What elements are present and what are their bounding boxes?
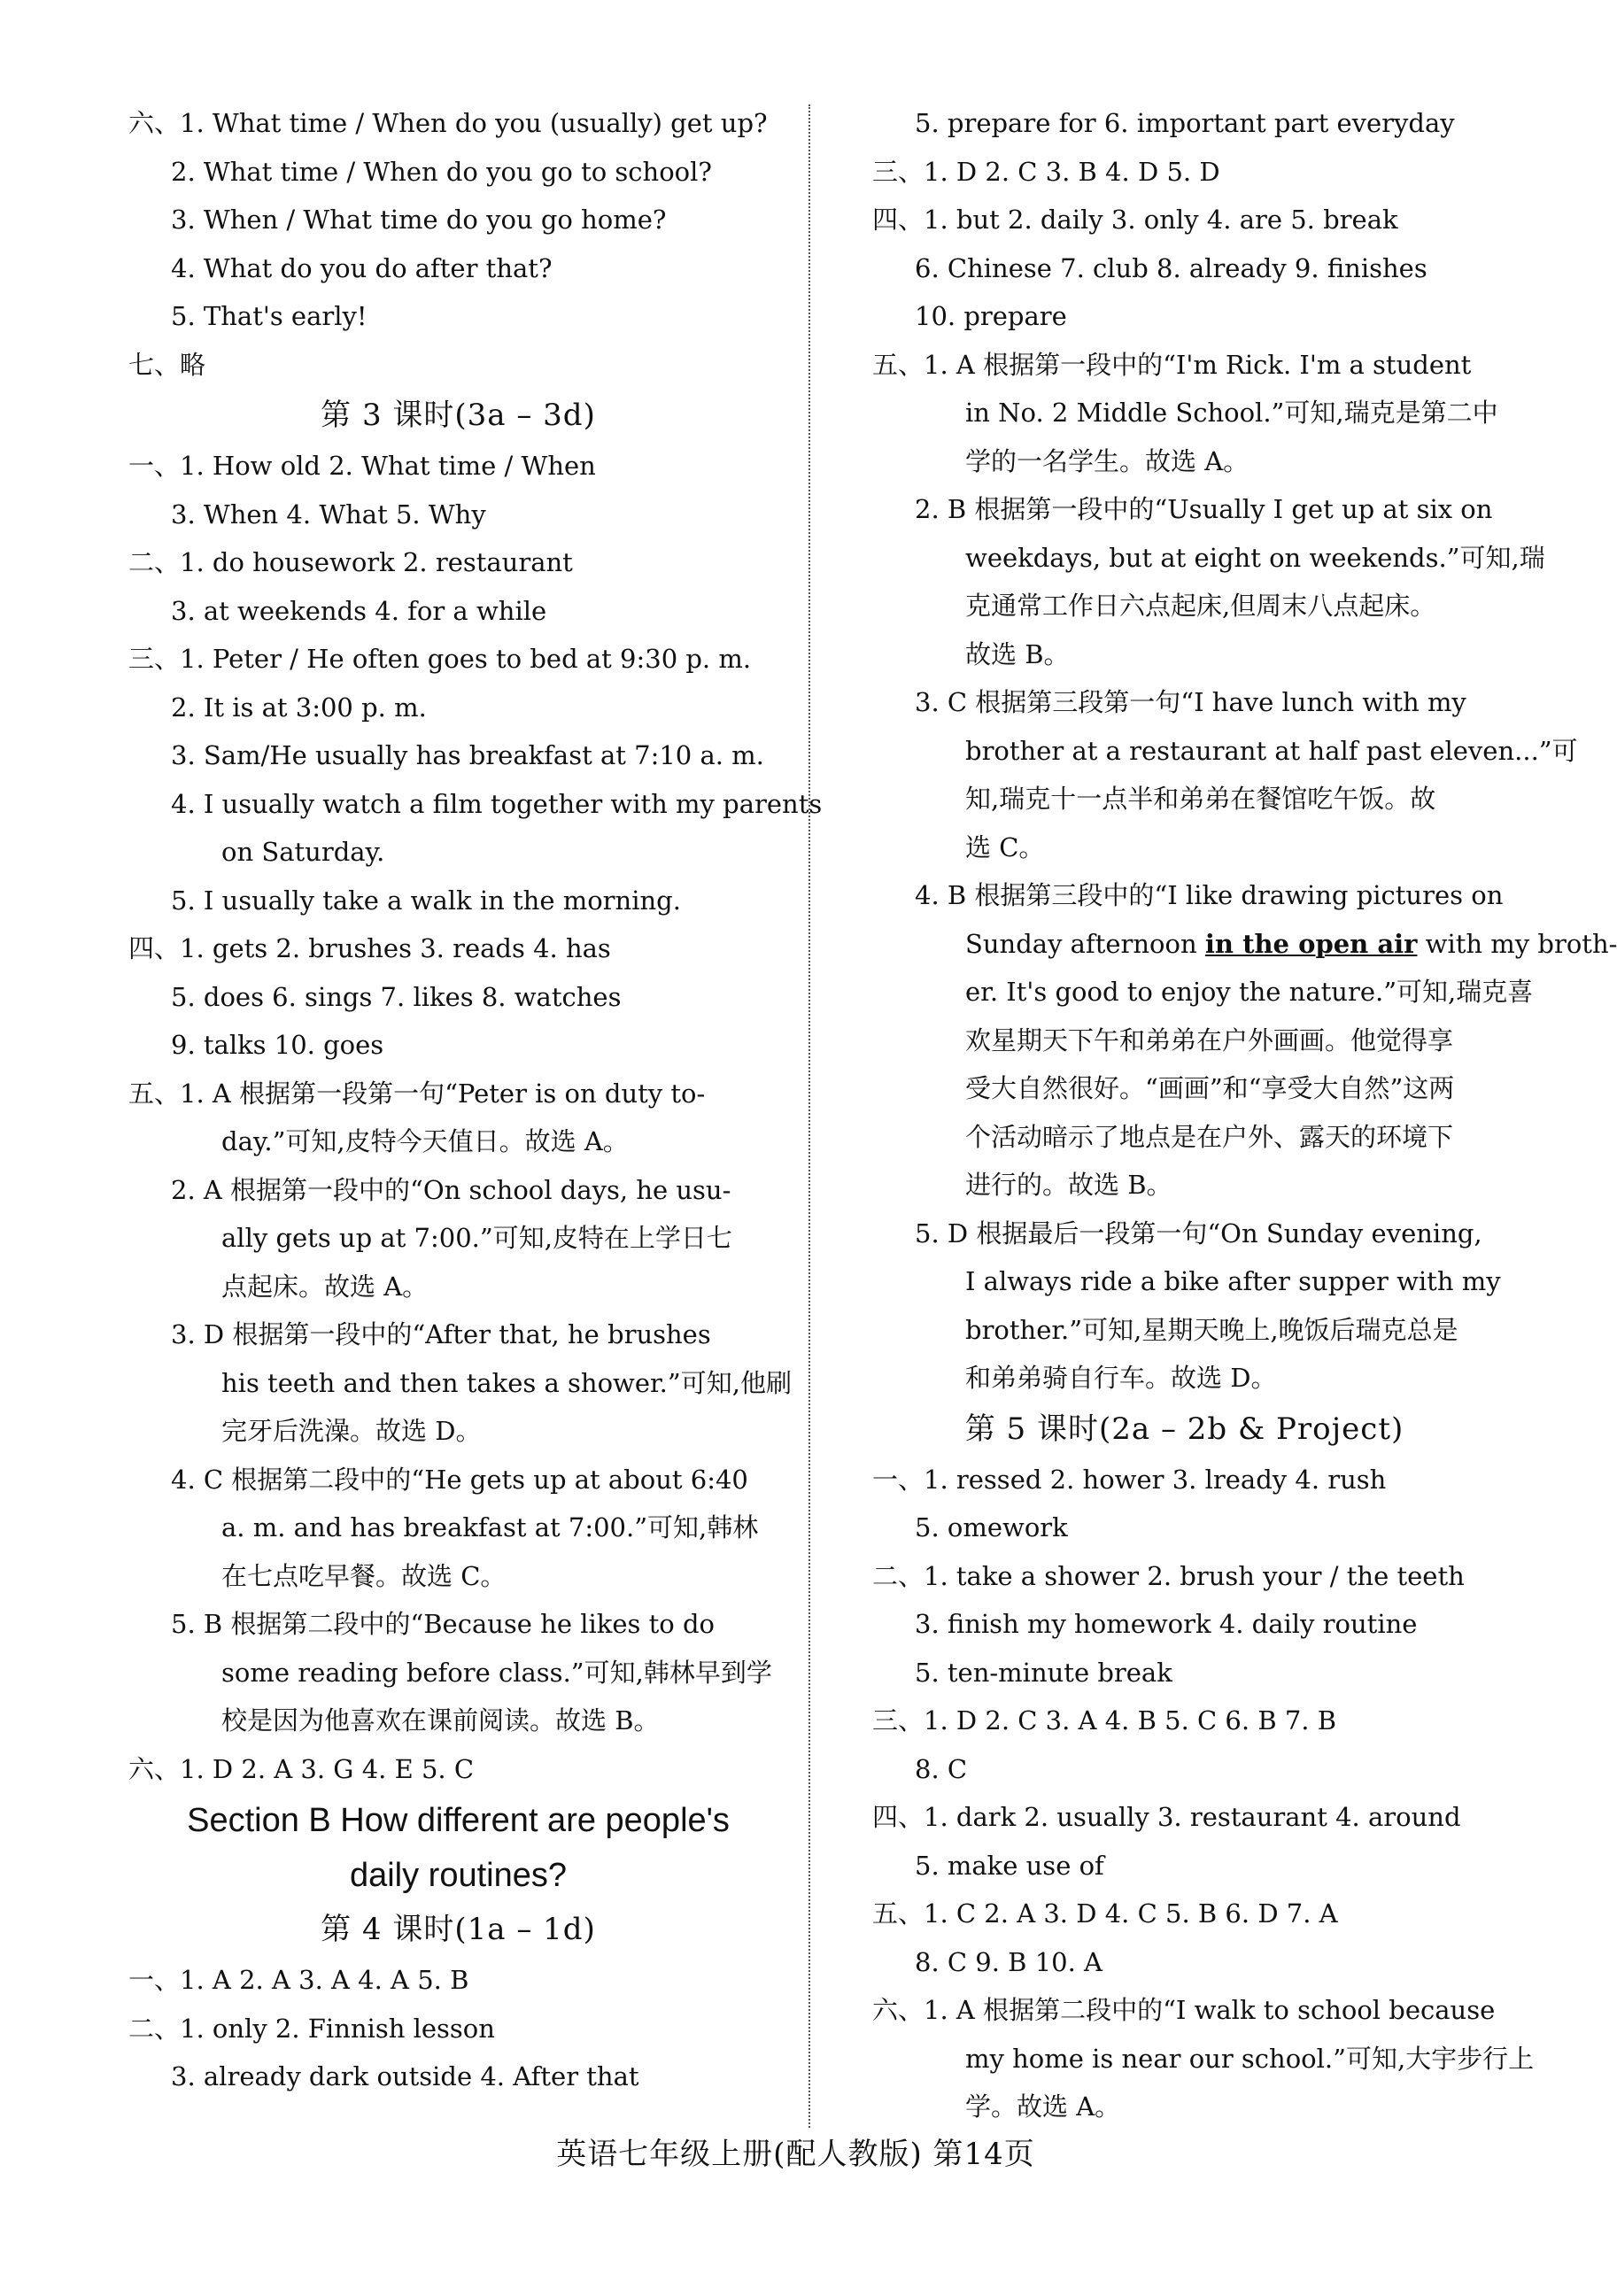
answer-text: 1. but 2. daily 3. only 4. are 5. break	[924, 205, 1398, 235]
answer-group-line	[128, 924, 788, 973]
answer-text: 1. Peter / He often goes to bed at 9:30 p. m.	[180, 644, 752, 674]
group-number-label: 四、	[872, 205, 925, 235]
answer-text: 1. D 2. C 3. A 4. B 5. C 6. B 7. B	[924, 1705, 1337, 1736]
answer-line: 3. When / What time do you go home?	[171, 205, 667, 235]
explanation-line: 知,瑞克十一点半和弟弟在餐馆吃午饭。故	[965, 784, 1436, 814]
explanation-line: his teeth and then takes a shower.”可知,他刷	[221, 1367, 792, 1398]
group-number-label: 一、	[872, 1464, 925, 1495]
answer-group-line	[128, 1745, 788, 1794]
answer-group-line	[872, 1456, 1497, 1504]
answer-text: 1. D 2. C 3. B 4. D 5. D	[924, 156, 1220, 187]
answer-line: 3. C 根据第三段第一句“I have lunch with my	[915, 687, 1466, 717]
explanation-line: ally gets up at 7:00.”可知,皮特在上学日七	[221, 1223, 732, 1253]
answer-group-line	[872, 1890, 1497, 1938]
explanation-text: Sunday afternoon	[965, 928, 1205, 959]
explanation-line: day.”可知,皮特今天值日。故选 A。	[221, 1126, 629, 1156]
answer-text: 1. take a shower 2. brush your / the teeth	[924, 1560, 1465, 1591]
explanation-line: 学的一名学生。故选 A。	[965, 445, 1250, 476]
answer-text: 1. A 2. A 3. A 4. A 5. B	[180, 1965, 469, 1995]
right-column	[872, 99, 1617, 2131]
answer-line: 2. It is at 3:00 p. m.	[171, 692, 427, 723]
group-number-label: 六、	[872, 1995, 925, 2025]
explanation-line: 个活动暗示了地点是在户外、露天的环境下	[965, 1121, 1454, 1152]
group-number-label: 四、	[872, 1802, 925, 1832]
answer-line: 5. D 根据最后一段第一句“On Sunday evening,	[915, 1218, 1482, 1248]
section-title: Section B How different are people's	[187, 1802, 730, 1839]
group-number-label: 四、	[128, 933, 181, 963]
explanation-line: 克通常工作日六点起床,但周末八点起床。	[965, 591, 1436, 621]
emphasized-phrase: in the open air	[1204, 928, 1418, 959]
answer-group-line	[872, 1552, 1497, 1601]
answer-line: 3. Sam/He usually has breakfast at 7:10 a. m.	[171, 740, 764, 770]
group-number-label: 三、	[872, 156, 925, 187]
answer-group-line	[872, 1697, 1497, 1745]
answer-line: 2. What time / When do you go to school?	[171, 156, 712, 187]
explanation-line: 进行的。故选 B。	[965, 1170, 1172, 1200]
answer-group-line	[128, 99, 788, 148]
answer-group-line	[128, 2005, 788, 2053]
answer-group-line	[872, 1793, 1497, 1842]
column-divider	[808, 104, 810, 2128]
explanation-line: in No. 2 Middle School.”可知,瑞克是第二中	[965, 398, 1498, 428]
explanation-line	[872, 920, 1617, 969]
answer-text: 1. A 根据第一段第一句“Peter is on duty to-	[180, 1078, 706, 1109]
group-number-label: 三、	[128, 644, 181, 674]
answer-text: 1. What time / When do you (usually) get up?	[180, 108, 768, 138]
group-number-label: 二、	[128, 2013, 181, 2044]
group-number-label: 六、	[128, 1753, 181, 1784]
explanation-line: I always ride a bike after supper with my	[965, 1266, 1501, 1296]
explanation-line: 选 C。	[965, 831, 1045, 862]
page-footer: 英语七年级上册(配人教版) 第14页	[556, 2137, 1035, 2172]
group-number-label: 五、	[128, 1078, 181, 1109]
answer-group-line	[128, 538, 788, 587]
answer-text: 1. ressed 2. hower 3. lready 4. rush	[924, 1464, 1387, 1495]
answer-group-line	[128, 1070, 788, 1118]
explanation-line: 在七点吃早餐。故选 C。	[221, 1560, 507, 1591]
answer-line: 2. A 根据第一段中的“On school days, he usu-	[171, 1174, 731, 1205]
answer-text: 1. dark 2. usually 3. restaurant 4. around	[924, 1802, 1461, 1832]
explanation-line: 受大自然很好。“画画”和“享受大自然”这两	[965, 1073, 1455, 1103]
explanation-line: brother at a restaurant at half past eleven...”可	[965, 735, 1578, 766]
lesson-heading: 第 4 课时(1a – 1d)	[321, 1912, 596, 1947]
explanation-line: er. It's good to enjoy the nature.”可知,瑞克喜	[965, 977, 1534, 1007]
answer-text: 1. D 2. A 3. G 4. E 5. C	[180, 1753, 475, 1784]
answer-line: 4. B 根据第三段中的“I like drawing pictures on	[915, 880, 1504, 910]
explanation-line: 点起床。故选 A。	[221, 1271, 429, 1302]
answer-line: 10. prepare	[915, 301, 1067, 331]
explanation-line: a. m. and has breakfast at 7:00.”可知,韩林	[221, 1512, 759, 1542]
answer-line: 6. Chinese 7. club 8. already 9. finishes	[915, 252, 1427, 283]
answer-line: 8. C 9. B 10. A	[915, 1946, 1102, 1977]
answer-line: 4. What do you do after that?	[171, 252, 553, 283]
explanation-line: 故选 B。	[965, 638, 1070, 669]
answer-line: 5. make use of	[915, 1850, 1104, 1881]
answer-line: 5. That's early!	[171, 301, 368, 331]
answer-text: 1. only 2. Finnish lesson	[180, 2013, 495, 2044]
answer-line: 3. When 4. What 5. Why	[171, 499, 486, 530]
section-title: daily routines?	[349, 1857, 568, 1894]
explanation-line: 欢星期天下午和弟弟在户外画画。他觉得享	[965, 1024, 1454, 1055]
answer-line: 5. ten-minute break	[915, 1657, 1172, 1688]
group-number-label: 一、	[128, 1965, 181, 1995]
answer-group-line	[872, 196, 1497, 244]
answer-line: 3. already dark outside 4. After that	[171, 2061, 639, 2091]
answer-line: 5. prepare for 6. important part everyday	[915, 108, 1455, 138]
answer-line: 5. I usually take a walk in the morning.	[171, 885, 681, 916]
answer-text: 1. A 根据第二段中的“I walk to school because	[924, 1995, 1496, 2025]
answer-line: on Saturday.	[221, 837, 385, 867]
answer-line: 5. omework	[915, 1512, 1068, 1542]
answer-line: 3. D 根据第一段中的“After that, he brushes	[171, 1319, 711, 1349]
answer-line: 8. C	[915, 1753, 968, 1784]
explanation-text: with my broth-	[1417, 928, 1617, 959]
answer-line: 3. finish my homework 4. daily routine	[915, 1609, 1418, 1639]
answer-line: 3. at weekends 4. for a while	[171, 595, 547, 626]
explanation-line: brother.”可知,星期天晚上,晚饭后瑞克总是	[965, 1314, 1458, 1345]
answer-line: 5. B 根据第二段中的“Because he likes to do	[171, 1609, 715, 1639]
lesson-heading: 第 3 课时(3a – 3d)	[321, 398, 596, 433]
explanation-line: my home is near our school.”可知,大宇步行上	[965, 2043, 1535, 2074]
answer-line: 2. B 根据第一段中的“Usually I get up at six on	[915, 494, 1493, 524]
group-number-label: 五、	[872, 1898, 925, 1929]
answer-text: 1. gets 2. brushes 3. reads 4. has	[180, 933, 611, 963]
answer-group-line	[128, 442, 788, 491]
explanation-line: 和弟弟骑自行车。故选 D。	[965, 1363, 1277, 1393]
answer-text: 1. How old 2. What time / When	[180, 451, 596, 481]
explanation-line: 完牙后洗澡。故选 D。	[221, 1416, 482, 1446]
answer-text: 1. do housework 2. restaurant	[180, 547, 573, 577]
answer-line: 5. does 6. sings 7. likes 8. watches	[171, 981, 622, 1012]
explanation-line: weekdays, but at eight on weekends.”可知,瑞	[965, 542, 1545, 573]
answer-group-line	[872, 341, 1497, 390]
group-number-label: 二、	[128, 547, 181, 577]
group-number-label: 二、	[872, 1560, 925, 1591]
group-number-label: 六、	[128, 108, 181, 138]
explanation-line: 校是因为他喜欢在课前阅读。故选 B。	[221, 1705, 660, 1736]
group-number-label: 五、	[872, 349, 925, 380]
explanation-line: some reading before class.”可知,韩林早到学	[221, 1657, 772, 1688]
answer-line: 七、略	[128, 349, 206, 380]
group-number-label: 三、	[872, 1705, 925, 1736]
left-column	[128, 99, 823, 2101]
answer-group-line	[128, 635, 788, 684]
explanation-line: 学。故选 A。	[965, 2091, 1121, 2122]
answer-text: 1. A 根据第一段中的“I'm Rick. I'm a student	[924, 349, 1472, 380]
answer-line: 4. C 根据第二段中的“He gets up at about 6:40	[171, 1464, 748, 1495]
answer-line: 4. I usually watch a film together with my parents	[171, 788, 823, 819]
answer-text: 1. C 2. A 3. D 4. C 5. B 6. D 7. A	[924, 1898, 1338, 1929]
group-number-label: 一、	[128, 451, 181, 481]
answer-group-line	[872, 1986, 1497, 2035]
answer-group-line	[872, 148, 1497, 197]
answer-group-line	[128, 1956, 788, 2005]
lesson-heading: 第 5 课时(2a – 2b & Project)	[964, 1411, 1404, 1447]
answer-line: 9. talks 10. goes	[171, 1030, 384, 1060]
